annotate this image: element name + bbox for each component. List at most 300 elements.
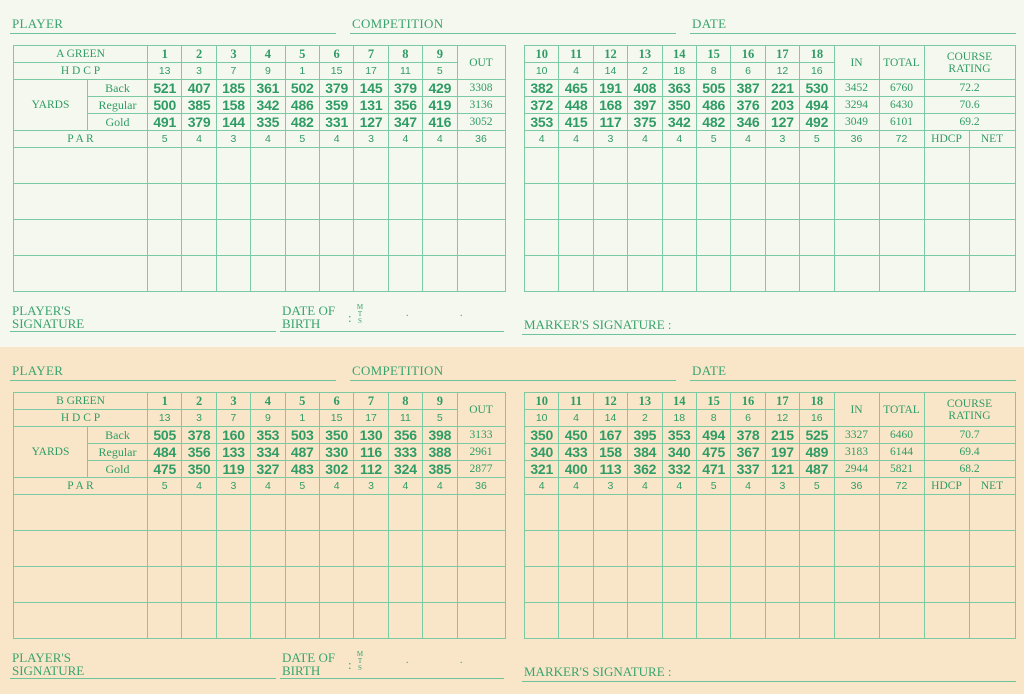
hole-hdcp-text: 9: [264, 412, 271, 424]
score-cell[interactable]: [731, 495, 765, 531]
hole-yardage-text: 332: [667, 461, 691, 477]
score-name-cell[interactable]: [14, 256, 148, 292]
score-cell[interactable]: [423, 148, 457, 184]
score-cell[interactable]: [696, 603, 730, 639]
score-cell[interactable]: [800, 256, 834, 292]
score-cell[interactable]: [696, 495, 730, 531]
score-cell[interactable]: [319, 495, 353, 531]
hole-yardage-text: 350: [530, 427, 554, 443]
hole-number-text: 4: [264, 46, 271, 61]
score-cell[interactable]: [593, 495, 627, 531]
score-cell[interactable]: [182, 603, 216, 639]
score-cell[interactable]: [834, 148, 879, 184]
out-yardage: [457, 461, 505, 478]
hole-yardage: [696, 114, 730, 131]
score-cell[interactable]: [969, 220, 1015, 256]
hole-hdcp-text: 3: [196, 65, 202, 77]
hole-yardage-text: 397: [633, 97, 657, 113]
score-cell[interactable]: [924, 531, 969, 567]
score-cell[interactable]: [251, 495, 285, 531]
score-cell[interactable]: [731, 531, 765, 567]
score-cell[interactable]: [559, 531, 593, 567]
hole-yardage-text: 419: [428, 97, 452, 113]
hole-par-text: 3: [230, 480, 237, 492]
score-name-cell[interactable]: [14, 220, 148, 256]
hole-yardage-text: 337: [736, 461, 760, 477]
score-cell[interactable]: [696, 531, 730, 567]
hole-yardage-text: 333: [394, 444, 417, 460]
score-cell[interactable]: [662, 220, 696, 256]
hole-number-text: 2: [195, 46, 203, 61]
score-cell[interactable]: [765, 256, 799, 292]
hole-yardage: [423, 444, 457, 461]
hole-hdcp: [319, 63, 353, 80]
competition-line[interactable]: [350, 380, 676, 381]
score-cell[interactable]: [628, 184, 662, 220]
hole-yardage-text: 494: [805, 97, 829, 113]
score-cell[interactable]: [423, 495, 457, 531]
yards-label: [14, 80, 88, 131]
score-cell[interactable]: [525, 148, 559, 184]
score-cell[interactable]: [593, 256, 627, 292]
score-cell[interactable]: [251, 567, 285, 603]
score-cell[interactable]: [285, 256, 319, 292]
score-cell[interactable]: [924, 256, 969, 292]
score-name-cell[interactable]: [14, 603, 148, 639]
score-cell[interactable]: [354, 184, 388, 220]
score-name-cell[interactable]: [14, 184, 148, 220]
hole-number-text: 4: [264, 393, 271, 408]
score-cell[interactable]: [731, 567, 765, 603]
score-cell[interactable]: [354, 256, 388, 292]
score-cell[interactable]: [457, 603, 505, 639]
score-cell[interactable]: [593, 184, 627, 220]
score-cell[interactable]: [423, 603, 457, 639]
score-cell[interactable]: [319, 531, 353, 567]
score-cell[interactable]: [765, 603, 799, 639]
score-cell[interactable]: [354, 148, 388, 184]
score-cell[interactable]: [879, 531, 924, 567]
score-cell[interactable]: [834, 184, 879, 220]
players-signature-line[interactable]: [10, 678, 276, 679]
score-cell[interactable]: [765, 220, 799, 256]
score-cell[interactable]: [879, 567, 924, 603]
hole-hdcp: [216, 410, 250, 427]
score-cell[interactable]: [924, 184, 969, 220]
player-line[interactable]: [10, 33, 336, 34]
score-cell[interactable]: [662, 603, 696, 639]
score-cell[interactable]: [148, 148, 182, 184]
score-cell[interactable]: [216, 495, 250, 531]
score-name-cell[interactable]: [14, 567, 148, 603]
hole-yardage: [285, 427, 319, 444]
score-name-cell[interactable]: [14, 495, 148, 531]
score-cell[interactable]: [662, 567, 696, 603]
score-cell[interactable]: [662, 495, 696, 531]
hole-number: [251, 46, 285, 63]
hole-yardage-text: 356: [394, 97, 417, 113]
score-cell[interactable]: [731, 148, 765, 184]
score-cell[interactable]: [628, 148, 662, 184]
in-yardage: [834, 80, 879, 97]
out-yardage: [457, 114, 505, 131]
score-cell[interactable]: [879, 148, 924, 184]
score-cell[interactable]: [182, 531, 216, 567]
hole-par: [559, 131, 593, 148]
in-header: [834, 393, 879, 427]
score-cell[interactable]: [216, 567, 250, 603]
score-cell[interactable]: [879, 184, 924, 220]
score-cell[interactable]: [319, 256, 353, 292]
score-cell[interactable]: [593, 148, 627, 184]
score-cell[interactable]: [559, 148, 593, 184]
score-cell[interactable]: [148, 256, 182, 292]
players-signature-label: [12, 651, 84, 677]
score-cell[interactable]: [800, 567, 834, 603]
score-cell[interactable]: [182, 220, 216, 256]
hole-hdcp: [388, 410, 422, 427]
hole-number-text: 18: [810, 46, 824, 61]
score-cell[interactable]: [457, 567, 505, 603]
score-cell[interactable]: [559, 603, 593, 639]
score-cell[interactable]: [593, 531, 627, 567]
hole-yardage-text: 117: [599, 114, 622, 130]
score-cell[interactable]: [319, 567, 353, 603]
hole-par-text: 4: [538, 133, 545, 145]
score-cell[interactable]: [879, 603, 924, 639]
score-cell[interactable]: [559, 495, 593, 531]
course-rating-line1: COURSE: [946, 397, 993, 410]
score-cell[interactable]: [423, 220, 457, 256]
players-signature-label: [12, 304, 84, 330]
markers-signature-line[interactable]: [522, 334, 1016, 335]
hole-hdcp-text: 10: [535, 65, 548, 77]
hole-yardage: [216, 427, 250, 444]
hole-number: [285, 46, 319, 63]
score-cell[interactable]: [251, 148, 285, 184]
score-cell[interactable]: [354, 531, 388, 567]
score-cell[interactable]: [148, 184, 182, 220]
hole-yardage: [800, 114, 834, 131]
score-cell[interactable]: [525, 567, 559, 603]
hole-hdcp-text: 16: [810, 412, 823, 424]
in-yardage: [834, 114, 879, 131]
score-cell[interactable]: [388, 531, 422, 567]
score-cell[interactable]: [388, 148, 422, 184]
hole-par-text: 3: [607, 133, 614, 145]
hole-yardage: [285, 444, 319, 461]
score-cell[interactable]: [834, 567, 879, 603]
in-yardage: [834, 444, 879, 461]
score-name-cell[interactable]: [14, 148, 148, 184]
hole-yardage-text: 530: [805, 80, 829, 96]
score-cell[interactable]: [969, 148, 1015, 184]
hole-yardage-text: 384: [633, 444, 657, 460]
score-cell[interactable]: [800, 220, 834, 256]
score-cell[interactable]: [879, 220, 924, 256]
score-cell[interactable]: [559, 220, 593, 256]
hole-number-text: 17: [776, 46, 789, 61]
score-cell[interactable]: [457, 220, 505, 256]
score-cell[interactable]: [354, 495, 388, 531]
score-cell[interactable]: [319, 603, 353, 639]
score-cell[interactable]: [924, 603, 969, 639]
hole-par-text: 4: [538, 480, 545, 492]
score-cell[interactable]: [457, 148, 505, 184]
score-cell[interactable]: [285, 567, 319, 603]
score-cell[interactable]: [924, 495, 969, 531]
hole-number-text: 8: [402, 46, 409, 61]
score-cell[interactable]: [423, 531, 457, 567]
score-cell[interactable]: [559, 184, 593, 220]
score-cell[interactable]: [251, 256, 285, 292]
score-cell[interactable]: [182, 567, 216, 603]
hole-yardage: [285, 461, 319, 478]
score-cell[interactable]: [765, 531, 799, 567]
score-cell[interactable]: [388, 567, 422, 603]
score-cell[interactable]: [216, 220, 250, 256]
score-cell[interactable]: [423, 256, 457, 292]
score-cell[interactable]: [388, 603, 422, 639]
score-cell[interactable]: [696, 220, 730, 256]
score-cell[interactable]: [182, 148, 216, 184]
score-cell[interactable]: [924, 148, 969, 184]
hole-yardage-text: 158: [222, 97, 245, 113]
hole-yardage-text: 379: [187, 114, 211, 130]
score-cell[interactable]: [354, 220, 388, 256]
score-cell[interactable]: [423, 184, 457, 220]
score-cell[interactable]: [457, 531, 505, 567]
out-yardage-text: 3136: [469, 99, 493, 111]
hole-par-text: 4: [641, 480, 648, 492]
score-cell[interactable]: [628, 495, 662, 531]
score-cell[interactable]: [216, 184, 250, 220]
score-cell[interactable]: [800, 531, 834, 567]
tee-name-text: Gold: [105, 114, 130, 129]
score-cell[interactable]: [969, 256, 1015, 292]
score-cell[interactable]: [969, 603, 1015, 639]
score-cell[interactable]: [696, 567, 730, 603]
hole-number-text: 1: [161, 393, 168, 408]
player-line[interactable]: [10, 380, 336, 381]
in-header: [834, 46, 879, 80]
score-cell[interactable]: [628, 567, 662, 603]
competition-line[interactable]: [350, 33, 676, 34]
score-cell[interactable]: [834, 531, 879, 567]
hole-par-text: 4: [196, 133, 202, 145]
score-cell[interactable]: [319, 184, 353, 220]
hole-hdcp-text: 14: [604, 412, 617, 424]
score-cell[interactable]: [285, 603, 319, 639]
in-yardage-text: 3452: [845, 82, 869, 94]
hole-yardage-text: 379: [394, 80, 417, 96]
hole-number-text: 15: [707, 46, 720, 61]
hole-par: [800, 131, 834, 148]
hole-par-text: 5: [813, 133, 820, 145]
score-cell[interactable]: [731, 256, 765, 292]
score-cell[interactable]: [834, 256, 879, 292]
score-cell[interactable]: [628, 220, 662, 256]
score-cell[interactable]: [525, 220, 559, 256]
score-cell[interactable]: [765, 567, 799, 603]
players-sig-line1: PLAYER'S: [12, 650, 71, 665]
score-name-cell[interactable]: [14, 531, 148, 567]
score-cell[interactable]: [696, 256, 730, 292]
score-cell[interactable]: [559, 567, 593, 603]
hdcp-row-label-text: H D C P: [60, 412, 101, 424]
hole-par: [525, 478, 559, 495]
score-cell[interactable]: [525, 184, 559, 220]
score-cell[interactable]: [834, 603, 879, 639]
score-cell[interactable]: [731, 184, 765, 220]
score-cell[interactable]: [251, 603, 285, 639]
score-cell[interactable]: [924, 567, 969, 603]
net-column-header: [969, 131, 1015, 148]
score-cell[interactable]: [834, 495, 879, 531]
score-cell[interactable]: [354, 603, 388, 639]
score-cell[interactable]: [525, 531, 559, 567]
score-cell[interactable]: [457, 256, 505, 292]
score-cell[interactable]: [834, 220, 879, 256]
score-cell[interactable]: [969, 495, 1015, 531]
score-cell[interactable]: [662, 256, 696, 292]
competition-label: COMPETITION: [352, 363, 444, 378]
score-cell[interactable]: [148, 531, 182, 567]
score-cell[interactable]: [628, 603, 662, 639]
score-cell[interactable]: [182, 495, 216, 531]
score-cell[interactable]: [319, 148, 353, 184]
score-cell[interactable]: [148, 220, 182, 256]
yards-label-text: YARDS: [31, 446, 70, 458]
score-cell[interactable]: [525, 603, 559, 639]
score-cell[interactable]: [765, 495, 799, 531]
hole-hdcp: [423, 410, 457, 427]
score-cell[interactable]: [182, 256, 216, 292]
score-cell[interactable]: [800, 495, 834, 531]
players-signature-line[interactable]: [10, 331, 276, 332]
score-cell[interactable]: [216, 603, 250, 639]
score-cell[interactable]: [879, 495, 924, 531]
date-of-birth-line[interactable]: [280, 331, 504, 332]
hole-yardage-text: 475: [153, 461, 177, 477]
score-cell[interactable]: [251, 220, 285, 256]
green-label-text: A GREEN: [56, 48, 105, 60]
score-cell[interactable]: [251, 531, 285, 567]
date-line[interactable]: [690, 380, 1016, 381]
date-line[interactable]: [690, 33, 1016, 34]
hole-yardage: [423, 427, 457, 444]
score-cell[interactable]: [285, 184, 319, 220]
score-cell[interactable]: [319, 220, 353, 256]
score-cell[interactable]: [285, 531, 319, 567]
score-cell[interactable]: [924, 220, 969, 256]
score-cell[interactable]: [388, 495, 422, 531]
hole-yardage: [559, 427, 593, 444]
score-cell[interactable]: [285, 495, 319, 531]
score-cell[interactable]: [388, 256, 422, 292]
score-cell[interactable]: [285, 148, 319, 184]
score-cell[interactable]: [216, 148, 250, 184]
hole-yardage: [800, 461, 834, 478]
hole-par-text: 4: [333, 133, 340, 145]
score-cell[interactable]: [593, 603, 627, 639]
score-cell[interactable]: [525, 495, 559, 531]
markers-signature-line[interactable]: [522, 681, 1016, 682]
score-cell[interactable]: [148, 495, 182, 531]
score-cell[interactable]: [354, 567, 388, 603]
score-cell[interactable]: [148, 603, 182, 639]
score-cell[interactable]: [731, 220, 765, 256]
score-cell[interactable]: [662, 184, 696, 220]
date-of-birth-line[interactable]: [280, 678, 504, 679]
score-cell[interactable]: [969, 184, 1015, 220]
hole-yardage: [319, 97, 353, 114]
score-cell[interactable]: [628, 531, 662, 567]
score-cell[interactable]: [731, 603, 765, 639]
score-cell[interactable]: [593, 567, 627, 603]
hole-yardage-text: 331: [325, 114, 349, 130]
hole-yardage: [216, 80, 250, 97]
score-cell[interactable]: [216, 256, 250, 292]
score-cell[interactable]: [696, 184, 730, 220]
score-cell[interactable]: [457, 184, 505, 220]
hole-yardage-text: 465: [564, 80, 588, 96]
score-cell[interactable]: [696, 148, 730, 184]
hole-yardage: [628, 97, 662, 114]
score-cell[interactable]: [285, 220, 319, 256]
score-cell[interactable]: [969, 567, 1015, 603]
hole-yardage-text: 376: [736, 97, 760, 113]
hole-yardage: [423, 80, 457, 97]
hole-yardage-text: 502: [290, 80, 314, 96]
score-cell[interactable]: [216, 531, 250, 567]
score-cell[interactable]: [525, 256, 559, 292]
score-cell[interactable]: [148, 567, 182, 603]
score-cell[interactable]: [457, 495, 505, 531]
course-rating: [924, 461, 1015, 478]
score-cell[interactable]: [765, 148, 799, 184]
hole-number: [696, 46, 730, 63]
hole-yardage: [388, 461, 422, 478]
score-cell[interactable]: [800, 148, 834, 184]
hole-yardage: [525, 114, 559, 131]
score-cell[interactable]: [879, 256, 924, 292]
total-yardage: [879, 461, 924, 478]
score-cell[interactable]: [182, 184, 216, 220]
hole-par: [216, 131, 250, 148]
score-cell[interactable]: [251, 184, 285, 220]
score-cell[interactable]: [628, 256, 662, 292]
hole-yardage: [731, 97, 765, 114]
score-cell[interactable]: [388, 184, 422, 220]
hole-yardage-text: 144: [222, 114, 245, 130]
hole-number: [662, 393, 696, 410]
score-cell[interactable]: [662, 148, 696, 184]
hole-hdcp: [731, 410, 765, 427]
hole-hdcp-text: 1: [299, 412, 306, 424]
hole-par: [696, 478, 730, 495]
score-cell[interactable]: [765, 184, 799, 220]
score-cell[interactable]: [559, 256, 593, 292]
score-cell[interactable]: [969, 531, 1015, 567]
score-cell[interactable]: [800, 184, 834, 220]
score-cell[interactable]: [662, 531, 696, 567]
score-cell[interactable]: [800, 603, 834, 639]
score-cell[interactable]: [593, 220, 627, 256]
score-cell[interactable]: [388, 220, 422, 256]
score-cell[interactable]: [423, 567, 457, 603]
hole-yardage: [319, 427, 353, 444]
